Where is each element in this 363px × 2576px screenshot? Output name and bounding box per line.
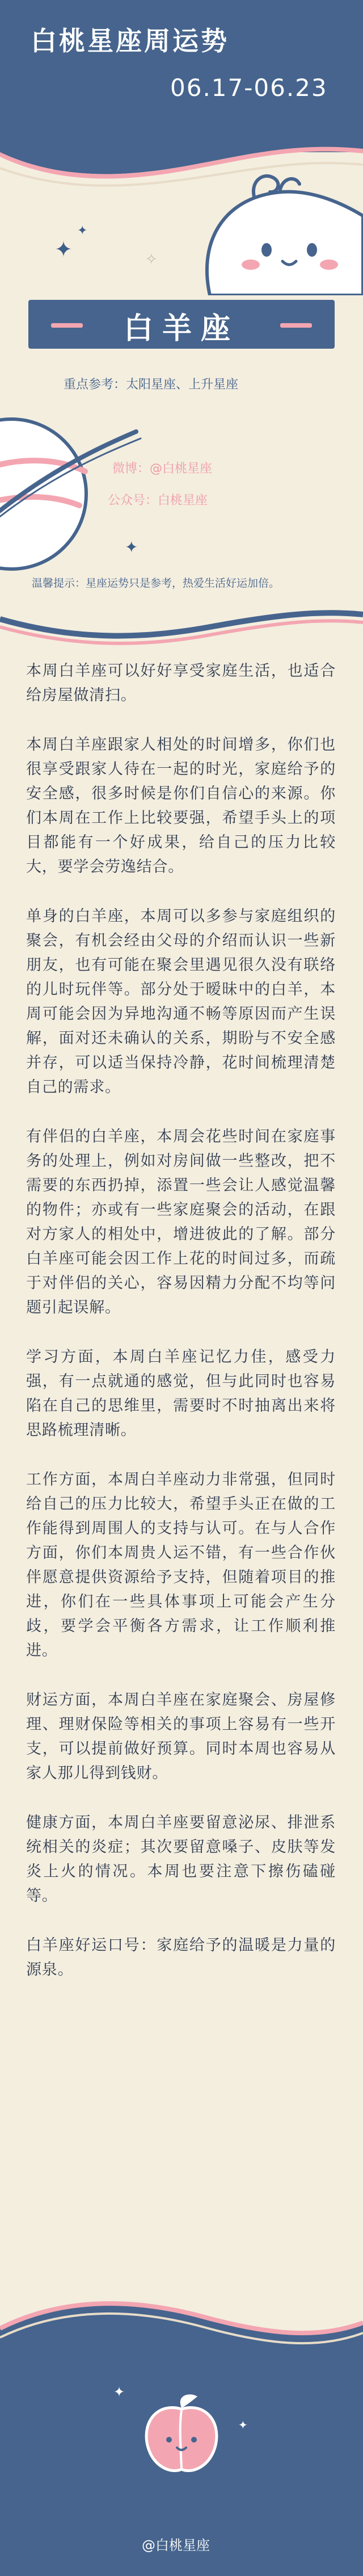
sign-banner: [28, 300, 335, 349]
date-range: 06.17-06.23: [170, 74, 328, 102]
sparkle-icon: ✦: [238, 2418, 248, 2432]
warm-tip: 温馨提示：星座运势只是参考，热爱生活好运加倍。: [32, 577, 280, 589]
official-account: 公众号：白桃星座: [108, 494, 208, 508]
sparkle-icon: ✦: [113, 2384, 125, 2400]
cloud-mascot-icon: [187, 165, 363, 295]
sparkle-icon: ✧: [145, 251, 158, 268]
peach-icon: [136, 2391, 227, 2476]
paragraph-slogan: 白羊座好运口号：家庭给予的温暖是力量的源泉。: [26, 1937, 336, 1979]
sign-title: 白羊座: [123, 312, 239, 346]
page-title: 白桃星座周运势: [31, 26, 229, 56]
paragraph-wealth: 财运方面，本周白羊座在家庭聚会、房屋修理、理财保险等相关的事项上容易有一些开支，可以提前做好预算。同时本周也容易从家人那儿得到钱财。: [26, 1691, 336, 1782]
paragraph-health: 健康方面，本周白羊座要留意泌尿、排泄系统相关的炎症；其次要留意嗓子、皮肤等发炎上火的情况。本周也要注意下擦伤磕碰等。: [26, 1814, 336, 1905]
sparkle-icon: ✦: [125, 538, 138, 557]
paragraph-family: 本周白羊座跟家人相处的时间增多，你们也很享受跟家人待在一起的时光，家庭给予的安全感，很多时候是你们自信心的来源。你们本周在工作上比较要强，希望手头上的项目都能有一个好成果，给自己的压力比较大，要学会劳逸结合。: [26, 736, 336, 876]
paragraph-work: 工作方面，本周白羊座动力非常强，但同时给自己的压力比较大，希望手头正在做的工作能得到周围人的支持与认可。在与人合作方面，你们本周贵人运不错，有一些合作伙伴愿意提供资源给予支持，但随着项目的推进，你们在一些具体事项上可能会产生分歧，要学会平衡各方需求，让工作顺利推进。: [26, 1471, 336, 1659]
paragraph-study: 学习方面，本周白羊座记忆力佳，感受力强，有一点就通的感觉，但与此同时也容易陷在自己的思维里，需要时不时抽离出来将思路梳理清晰。: [26, 1348, 336, 1439]
weibo-account: 微博：@白桃星座: [112, 462, 213, 476]
banner-dash-right: [280, 323, 312, 328]
reference-note: 重点参考：太阳星座、上升星座: [64, 378, 239, 392]
paragraph-single: 单身的白羊座，本周可以多参与家庭组织的聚会，有机会经由父母的介绍而认识一些新朋友，也有可能在聚会里遇见很久没有联络的儿时玩伴等。部分处于暧昧中的白羊，本周可能会因为异地沟通不畅等原因而产生误解，面对还未确认的关系，期盼与不安全感并存，可以适当保持冷静，花时间梳理清楚自己的需求。: [26, 908, 336, 1096]
horoscope-content: [26, 659, 336, 2007]
footer-watermark: @白桃星座: [142, 2537, 210, 2553]
sparkle-icon: ✦: [54, 237, 73, 262]
sparkle-icon: ✦: [77, 224, 88, 238]
paragraph-partner: 有伴侣的白羊座，本周会花些时间在家庭事务的处理上，例如对房间做一些整改，把不需要的东西扔掉，添置一些会让人感觉温馨的物件；亦或有一些家庭聚会的活动，在跟对方家人的相处中，增进彼此的了解。部分白羊座可能会因工作上花的时间过多，而疏于对伴侣的关心，容易因精力分配不均等问题引起误解。: [26, 1128, 336, 1316]
divider-wave: [0, 602, 363, 647]
paragraph-intro: 本周白羊座可以好好享受家庭生活，也适合给房屋做清扫。: [26, 662, 336, 704]
